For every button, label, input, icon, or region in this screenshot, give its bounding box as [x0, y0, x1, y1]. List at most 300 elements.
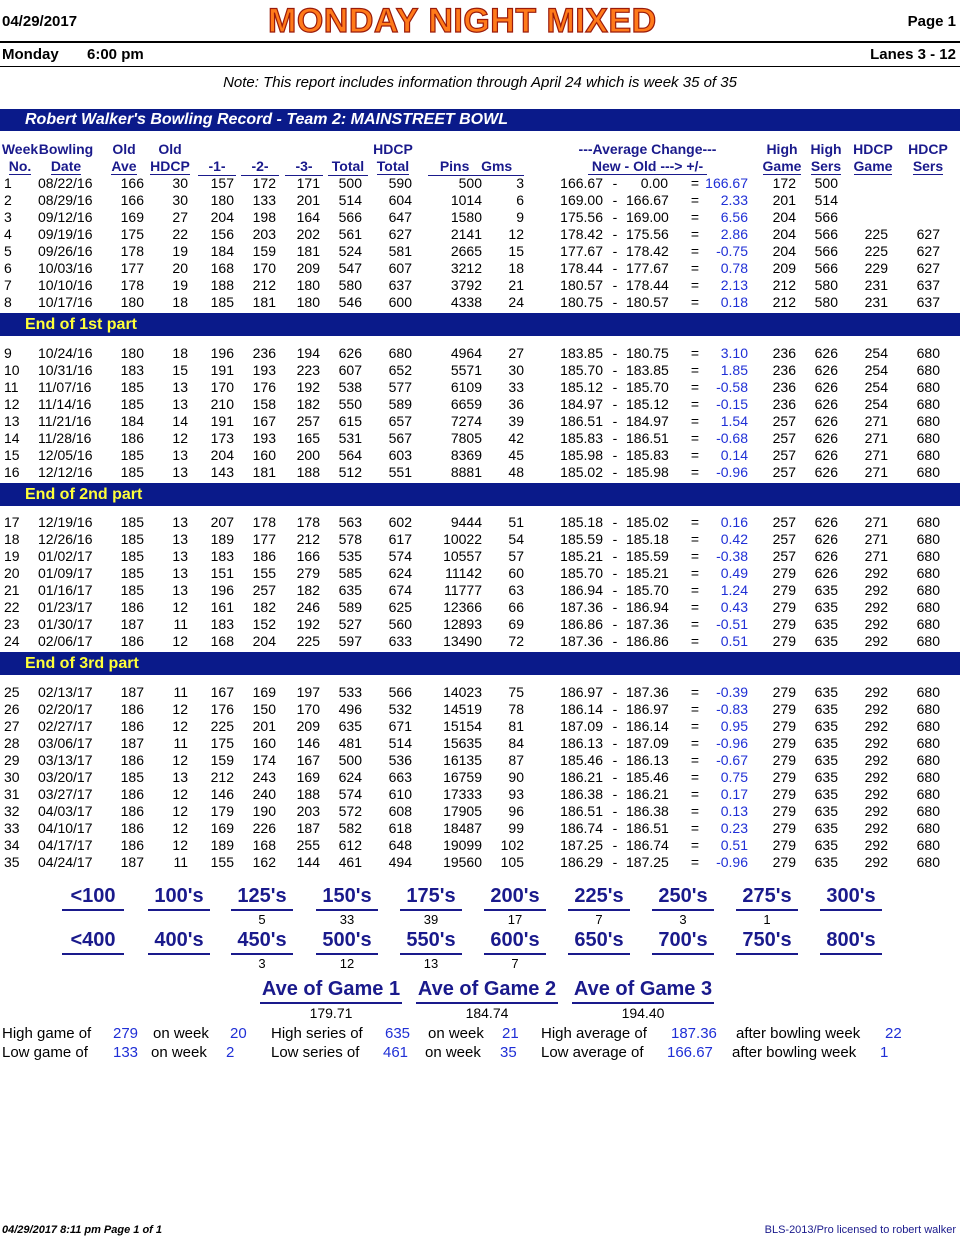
table-cell: 182 [296, 395, 320, 412]
table-cell: 187 [120, 734, 144, 751]
table-cell: 187 [296, 819, 320, 836]
ave-game-2 [416, 978, 558, 1022]
table-cell: 279 [772, 802, 796, 819]
table-cell: 13 [172, 463, 188, 480]
table-cell: 185.18 [560, 514, 603, 530]
series-distribution-bucket [736, 929, 798, 972]
table-cell: 580 [814, 293, 838, 310]
table-cell: 185.83 [560, 429, 603, 446]
table-cell: 186 [120, 429, 144, 446]
table-cell: 158 [252, 395, 276, 412]
table-cell: 15 [172, 361, 188, 378]
table-cell: - [612, 259, 618, 276]
table-cell: 168 [210, 259, 234, 276]
table-cell: 181 [252, 463, 276, 480]
series-distribution-bucket-count: 7 [511, 956, 519, 971]
high-game-week-label: on week [153, 1025, 209, 1042]
table-row [0, 430, 960, 447]
table-cell: 187.09 [626, 734, 669, 751]
table-row [0, 786, 960, 803]
table-cell: 257 [252, 581, 276, 598]
table-cell: 177 [120, 259, 144, 276]
table-cell: 03/06/17 [38, 734, 93, 751]
table-cell: - [612, 547, 618, 564]
table-cell: 169 [210, 819, 234, 836]
table-cell: 236 [772, 395, 796, 412]
table-cell: - [612, 175, 618, 191]
table-cell: 185 [120, 463, 144, 480]
record-title: Robert Walker's Bowling Record - Team 2: MAINSTREET BOWL [25, 111, 508, 128]
table-row [0, 820, 960, 837]
table-cell: 535 [338, 547, 362, 564]
game-distribution-bucket [652, 885, 714, 928]
table-cell: 500 [814, 175, 838, 191]
table-cell: 257 [772, 412, 796, 429]
table-cell: 19 [172, 242, 188, 259]
table-cell: 612 [338, 836, 362, 853]
table-cell: 637 [916, 276, 940, 293]
table-cell: 680 [916, 700, 940, 717]
table-cell: 9 [516, 208, 524, 225]
table-cell: 212 [296, 530, 320, 547]
table-cell: 236 [772, 378, 796, 395]
table-cell: = [690, 378, 700, 395]
table-cell: -0.68 [716, 429, 748, 446]
table-cell: 500 [338, 751, 362, 768]
table-cell: 2.86 [720, 225, 748, 242]
table-row [0, 277, 960, 294]
table-cell: 527 [338, 615, 362, 632]
table-cell: 102 [500, 836, 524, 853]
table-cell: 279 [772, 564, 796, 581]
table-cell: 257 [772, 514, 796, 530]
table-cell: 187 [120, 853, 144, 870]
table-cell: 11 [173, 853, 188, 870]
table-cell: 674 [388, 581, 412, 598]
table-cell: 04/17/17 [38, 836, 93, 853]
table-cell: 63 [508, 581, 524, 598]
table-cell: 582 [338, 819, 362, 836]
table-cell: 12 [508, 225, 524, 242]
table-cell: = [690, 836, 700, 853]
table-cell: = [690, 412, 700, 429]
table-cell: 15635 [443, 734, 482, 751]
table-cell: - [612, 276, 618, 293]
table-cell: 10/03/16 [38, 259, 93, 276]
table-cell: - [612, 598, 618, 615]
game-distribution-bucket-label: 250's [652, 885, 714, 911]
table-cell: 188 [296, 463, 320, 480]
table-cell: 105 [500, 853, 524, 870]
table-cell: 186.13 [560, 734, 603, 751]
table-cell: 279 [772, 768, 796, 785]
table-cell: 172 [252, 175, 276, 191]
table-cell: 185.70 [626, 581, 669, 598]
table-cell: 292 [864, 598, 888, 615]
table-cell: 17905 [443, 802, 482, 819]
table-cell: 12/19/16 [38, 514, 93, 530]
table-cell: 167 [252, 412, 276, 429]
table-cell: 243 [252, 768, 276, 785]
table-cell: 51 [508, 514, 524, 530]
table-cell: 626 [814, 429, 838, 446]
table-cell: 680 [916, 412, 940, 429]
table-cell: 680 [916, 836, 940, 853]
table-cell: 4338 [450, 293, 482, 310]
table-cell: 133 [252, 191, 276, 208]
league-time: 6:00 pm [87, 46, 144, 63]
table-cell: 03/20/17 [38, 768, 93, 785]
table-cell: 185.02 [560, 463, 603, 480]
table-cell: 680 [916, 751, 940, 768]
series-distribution-bucket-count [736, 956, 798, 972]
table-cell: 01/23/17 [38, 598, 93, 615]
series-distribution-bucket [568, 929, 630, 972]
table-cell: - [612, 345, 618, 361]
table-cell: 150 [252, 700, 276, 717]
table-cell: 494 [388, 853, 412, 870]
table-cell: 680 [916, 463, 940, 480]
table-cell: 0.00 [640, 175, 668, 191]
header-rule [0, 41, 960, 43]
table-cell: 186 [120, 785, 144, 802]
lanes: Lanes 3 - 12 [870, 46, 956, 63]
table-cell: 187 [120, 684, 144, 700]
table-cell: 212 [772, 293, 796, 310]
page-number: Page 1 [907, 13, 956, 30]
table-cell: 10/24/16 [38, 345, 93, 361]
table-cell: 197 [296, 684, 320, 700]
table-cell: 186 [120, 632, 144, 649]
table-cell: 680 [916, 345, 940, 361]
table-cell: - [612, 463, 618, 480]
table-cell: 9 [4, 345, 12, 361]
col-high-sers: High Sers [810, 141, 842, 174]
low-series-value: 461 [383, 1044, 409, 1061]
table-cell: 4964 [450, 345, 482, 361]
table-cell: 648 [388, 836, 412, 853]
series-distribution-bucket [231, 929, 293, 972]
table-cell: 160 [252, 446, 276, 463]
table-cell: 19 [4, 547, 20, 564]
table-cell: 279 [772, 615, 796, 632]
series-distribution-bucket-label: <400 [62, 929, 124, 955]
table-cell: 229 [864, 259, 888, 276]
table-cell: 13490 [443, 632, 482, 649]
table-cell: 496 [338, 700, 362, 717]
game-distribution-bucket-label: 150's [316, 885, 378, 911]
low-game-week: 2 [226, 1044, 235, 1061]
table-cell: 615 [338, 412, 362, 429]
table-cell: 186.14 [626, 717, 669, 734]
table-cell: 202 [296, 225, 320, 242]
table-cell: 170 [210, 378, 234, 395]
game-distribution-bucket [400, 885, 462, 928]
table-cell: 279 [296, 564, 320, 581]
table-cell: 635 [814, 581, 838, 598]
table-cell: 186.97 [626, 700, 669, 717]
table-cell: 635 [814, 751, 838, 768]
table-cell: 0.18 [720, 293, 748, 310]
table-row [0, 752, 960, 769]
ave-game-1-label: Ave of Game 1 [260, 978, 402, 1004]
table-cell: 31 [4, 785, 20, 802]
high-game-value: 279 [113, 1025, 139, 1042]
table-cell: 11/07/16 [38, 378, 92, 395]
series-distribution-bucket [148, 929, 210, 972]
table-cell: 08/29/16 [38, 191, 93, 208]
table-cell: 187.36 [626, 684, 669, 700]
table-cell: 185.70 [560, 564, 603, 581]
series-distribution-bucket [62, 929, 124, 972]
table-cell: 624 [338, 768, 362, 785]
table-cell: 45 [508, 446, 524, 463]
table-cell: 514 [814, 191, 838, 208]
table-cell: 69 [508, 615, 524, 632]
game-distribution-bucket [736, 885, 798, 928]
table-cell: 271 [864, 412, 888, 429]
col-date: Bowling Date [38, 141, 94, 174]
table-cell: 21 [4, 581, 20, 598]
table-cell: 72 [508, 632, 524, 649]
table-cell: 11 [173, 615, 188, 632]
table-cell: 626 [814, 547, 838, 564]
table-cell: 185 [120, 768, 144, 785]
table-cell: 183.85 [560, 345, 603, 361]
table-cell: 194 [296, 345, 320, 361]
ave-game-3 [572, 978, 714, 1022]
table-cell: 32 [4, 802, 20, 819]
table-cell: 597 [338, 632, 362, 649]
table-cell: - [612, 717, 618, 734]
table-cell: 19099 [443, 836, 482, 853]
table-cell: 185 [120, 564, 144, 581]
table-cell: 626 [814, 395, 838, 412]
table-cell: 04/03/17 [38, 802, 93, 819]
series-distribution-bucket-label: 450's [231, 929, 293, 955]
low-game-value: 133 [113, 1044, 139, 1061]
table-cell: = [690, 734, 700, 751]
table-cell: 99 [508, 819, 524, 836]
table-row [0, 464, 960, 481]
table-cell: 512 [338, 463, 362, 480]
table-cell: 185.12 [560, 378, 603, 395]
high-average-week: 22 [885, 1025, 902, 1042]
game-distribution-bucket-label: 300's [820, 885, 882, 911]
table-cell: 257 [772, 463, 796, 480]
table-cell: 514 [338, 191, 362, 208]
table-cell: - [612, 819, 618, 836]
table-cell: 590 [388, 175, 412, 191]
table-cell: 279 [772, 632, 796, 649]
high-series-week: 21 [502, 1025, 519, 1042]
table-cell: 18487 [443, 819, 482, 836]
table-cell: = [690, 684, 700, 700]
table-cell: 246 [296, 598, 320, 615]
table-cell: 29 [4, 751, 20, 768]
table-cell: -0.67 [716, 751, 748, 768]
subheader-rule [0, 66, 960, 67]
table-cell: 14519 [443, 700, 482, 717]
table-cell: 10/31/16 [38, 361, 93, 378]
table-cell: 18 [172, 293, 188, 310]
table-cell: 680 [916, 429, 940, 446]
table-cell: 04/10/17 [38, 819, 93, 836]
section-divider-label: End of 1st part [25, 316, 138, 333]
table-cell: 10022 [443, 530, 482, 547]
table-cell: 225 [864, 242, 888, 259]
table-cell: 635 [814, 853, 838, 870]
table-row [0, 209, 960, 226]
table-cell: - [612, 632, 618, 649]
table-cell: 680 [916, 717, 940, 734]
game-distribution-bucket-count [148, 912, 210, 928]
table-cell: 212 [210, 768, 234, 785]
table-cell: 66 [508, 598, 524, 615]
table-cell: 671 [388, 717, 412, 734]
table-cell: 08/22/16 [38, 175, 93, 191]
table-cell: 93 [508, 785, 524, 802]
table-cell: 42 [508, 429, 524, 446]
table-cell: 292 [864, 700, 888, 717]
table-cell: 11/14/16 [38, 395, 92, 412]
table-cell: 186.94 [626, 598, 669, 615]
table-cell: = [690, 564, 700, 581]
table-cell: 24 [4, 632, 20, 649]
series-distribution-bucket-count [148, 956, 210, 972]
table-row [0, 582, 960, 599]
table-cell: 13 [172, 768, 188, 785]
table-cell: 187.25 [560, 836, 603, 853]
table-cell: 02/06/17 [38, 632, 93, 649]
table-row [0, 616, 960, 633]
table-cell: 170 [252, 259, 276, 276]
table-cell: 6.56 [720, 208, 748, 225]
table-cell: 178 [120, 276, 144, 293]
table-cell: 13 [4, 412, 20, 429]
table-cell: 2 [4, 191, 12, 208]
table-cell: 186.29 [560, 853, 603, 870]
table-cell: 185 [120, 547, 144, 564]
table-cell: 185.12 [626, 395, 669, 412]
table-cell: 561 [338, 225, 362, 242]
table-cell: 30 [172, 191, 188, 208]
table-cell: 2.33 [720, 191, 748, 208]
table-cell: 20 [4, 564, 20, 581]
table-cell: 178.42 [560, 225, 603, 242]
table-cell: 536 [388, 751, 412, 768]
ave-game-2-value: 184.74 [465, 1005, 509, 1021]
col-hdcp-total: HDCP Total [373, 141, 413, 174]
table-cell: 8369 [450, 446, 482, 463]
table-cell: 680 [916, 446, 940, 463]
table-cell: 580 [814, 276, 838, 293]
table-cell: 22 [172, 225, 188, 242]
table-cell: 279 [772, 684, 796, 700]
table-cell: 0.23 [720, 819, 748, 836]
table-row [0, 260, 960, 277]
high-game-label: High game of [2, 1025, 92, 1042]
table-cell: 577 [388, 378, 412, 395]
table-cell: = [690, 632, 700, 649]
table-cell: 12 [172, 598, 188, 615]
table-cell: 164 [296, 208, 320, 225]
table-cell: -0.96 [716, 734, 748, 751]
low-series-week-label: on week [425, 1044, 481, 1061]
col-g2: -2- [241, 158, 279, 176]
game-distribution-bucket-label: 175's [400, 885, 462, 911]
table-cell: 175.56 [560, 208, 603, 225]
table-cell: 635 [814, 598, 838, 615]
table-cell: 279 [772, 700, 796, 717]
table-cell: 185.21 [560, 547, 603, 564]
col-week: Week No. [1, 141, 39, 174]
table-cell: 192 [296, 615, 320, 632]
table-cell: 185 [120, 514, 144, 530]
table-row [0, 294, 960, 311]
table-cell: 184.97 [626, 412, 669, 429]
ave-game-3-value: 194.40 [621, 1005, 665, 1021]
series-distribution-bucket [652, 929, 714, 972]
table-cell: 17333 [443, 785, 482, 802]
series-distribution-bucket [484, 929, 546, 972]
table-cell: 566 [388, 684, 412, 700]
table-cell: 3792 [450, 276, 482, 293]
table-cell: 196 [210, 345, 234, 361]
table-cell: 574 [338, 785, 362, 802]
game-distribution-bucket [316, 885, 378, 928]
table-cell: 257 [296, 412, 320, 429]
series-distribution-bucket [316, 929, 378, 972]
table-cell: 254 [864, 361, 888, 378]
table-cell: 209 [296, 259, 320, 276]
table-cell: = [690, 361, 700, 378]
table-cell: 166.67 [705, 175, 748, 191]
table-cell: 635 [814, 785, 838, 802]
table-cell: 680 [916, 615, 940, 632]
table-cell: 174 [252, 751, 276, 768]
table-cell: 25 [4, 684, 20, 700]
table-cell: 680 [916, 819, 940, 836]
table-cell: 180.57 [626, 293, 669, 310]
table-cell: 78 [508, 700, 524, 717]
table-row [0, 684, 960, 701]
table-cell: 02/20/17 [38, 700, 93, 717]
series-distribution-bucket [820, 929, 882, 972]
table-cell: 566 [814, 208, 838, 225]
table-cell: 186.51 [626, 429, 669, 446]
table-cell: 169.00 [560, 191, 603, 208]
table-cell: 187.36 [560, 598, 603, 615]
table-cell: 292 [864, 853, 888, 870]
table-cell: 171 [296, 175, 320, 191]
table-cell: 14 [172, 412, 188, 429]
table-cell: 292 [864, 734, 888, 751]
table-cell: 607 [388, 259, 412, 276]
game-distribution-bucket-count: 39 [423, 912, 439, 927]
table-cell: 680 [916, 853, 940, 870]
table-cell: 185.98 [626, 463, 669, 480]
table-cell: -0.96 [716, 463, 748, 480]
table-cell: 186.74 [626, 836, 669, 853]
table-cell: 566 [814, 242, 838, 259]
series-distribution-bucket-label: 750's [736, 929, 798, 955]
col-g1: -1- [198, 158, 236, 176]
table-cell: 2.13 [720, 276, 748, 293]
table-cell: 185 [120, 581, 144, 598]
table-cell: 9444 [450, 514, 482, 530]
col-g3: -3- [285, 158, 323, 176]
